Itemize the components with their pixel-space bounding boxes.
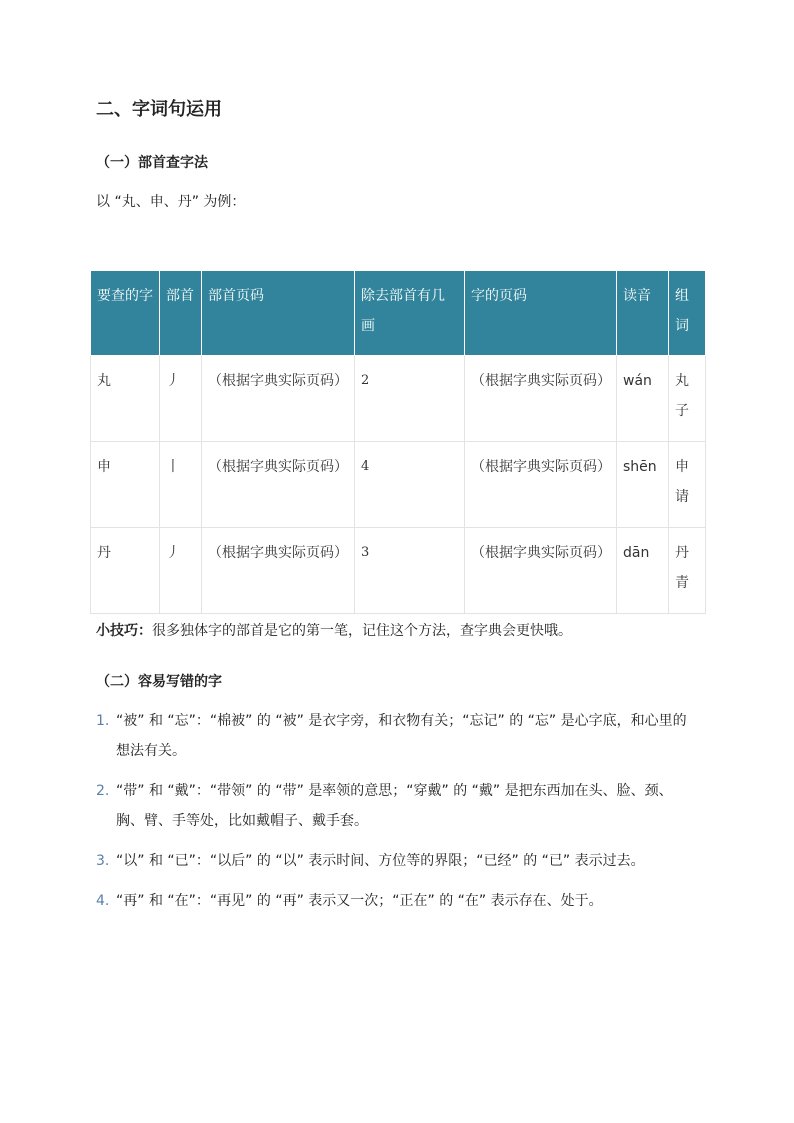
cell-pinyin: shēn bbox=[617, 442, 669, 528]
cell-char: 申 bbox=[91, 442, 160, 528]
tip-paragraph bbox=[96, 620, 572, 642]
cell-radical-page: （根据字典实际页码） bbox=[202, 442, 355, 528]
list-item-text: “再” 和 “在”：“再见” 的 “再” 表示又一次；“正在” 的 “在” 表示存在、处于。 bbox=[116, 893, 603, 909]
list-number: 3. bbox=[96, 853, 110, 869]
cell-pinyin: dān bbox=[617, 528, 669, 614]
cell-radical: 丨 bbox=[160, 442, 202, 528]
tip-label: 小技巧： bbox=[96, 623, 152, 639]
cell-radical-page: （根据字典实际页码） bbox=[202, 356, 355, 442]
list-item bbox=[96, 776, 696, 836]
list-item-text: “以” 和 “已”：“以后” 的 “以” 表示时间、方位等的界限；“已经” 的 “已” 表示过去。 bbox=[116, 853, 645, 869]
cell-char-page: （根据字典实际页码） bbox=[465, 528, 617, 614]
header-radical: 部首 bbox=[160, 271, 202, 356]
list-number: 1. bbox=[96, 713, 110, 729]
section-heading: 二、字词句运用 bbox=[96, 99, 222, 120]
cell-pinyin: wán bbox=[617, 356, 669, 442]
tip-text: 很多独体字的部首是它的第一笔，记住这个方法，查字典会更快哦。 bbox=[152, 623, 572, 639]
list-number: 2. bbox=[96, 783, 110, 799]
list-number: 4. bbox=[96, 893, 110, 909]
header-char-page: 字的页码 bbox=[465, 271, 617, 356]
cell-char: 丹 bbox=[91, 528, 160, 614]
list-item bbox=[96, 706, 696, 766]
header-remaining-strokes: 除去部首有几画 bbox=[355, 271, 465, 356]
cell-radical-page: （根据字典实际页码） bbox=[202, 528, 355, 614]
cell-remaining-strokes: 3 bbox=[355, 528, 465, 614]
cell-char: 丸 bbox=[91, 356, 160, 442]
table-row bbox=[91, 356, 706, 442]
header-pinyin: 读音 bbox=[617, 271, 669, 356]
cell-word: 丹青 bbox=[669, 528, 706, 614]
list-item bbox=[96, 846, 696, 876]
cell-word: 丸子 bbox=[669, 356, 706, 442]
list-item bbox=[96, 886, 696, 916]
common-mistakes-title: （二）容易写错的字 bbox=[96, 674, 222, 690]
cell-radical: 丿 bbox=[160, 356, 202, 442]
cell-remaining-strokes: 4 bbox=[355, 442, 465, 528]
header-word: 组词 bbox=[669, 271, 706, 356]
table-header-row bbox=[91, 271, 706, 356]
radical-lookup-intro: 以 “丸、申、丹” 为例： bbox=[96, 194, 246, 210]
cell-radical: 丿 bbox=[160, 528, 202, 614]
cell-word: 申请 bbox=[669, 442, 706, 528]
radical-lookup-title: （一）部首查字法 bbox=[96, 155, 208, 171]
cell-remaining-strokes: 2 bbox=[355, 356, 465, 442]
cell-char-page: （根据字典实际页码） bbox=[465, 442, 617, 528]
common-mistakes-list bbox=[96, 706, 696, 926]
header-char: 要查的字 bbox=[91, 271, 160, 356]
radical-lookup-table bbox=[90, 270, 706, 614]
table-row bbox=[91, 442, 706, 528]
list-item-text: “被” 和 “忘”：“棉被” 的 “被” 是衣字旁，和衣物有关；“忘记” 的 “忘” 是心字底，和心里的想法有关。 bbox=[116, 713, 687, 759]
cell-char-page: （根据字典实际页码） bbox=[465, 356, 617, 442]
header-radical-page: 部首页码 bbox=[202, 271, 355, 356]
list-item-text: “带” 和 “戴”：“带领” 的 “带” 是率领的意思；“穿戴” 的 “戴” 是把东西加在头、脸、颈、胸、臂、手等处，比如戴帽子、戴手套。 bbox=[116, 783, 673, 829]
table-row bbox=[91, 528, 706, 614]
